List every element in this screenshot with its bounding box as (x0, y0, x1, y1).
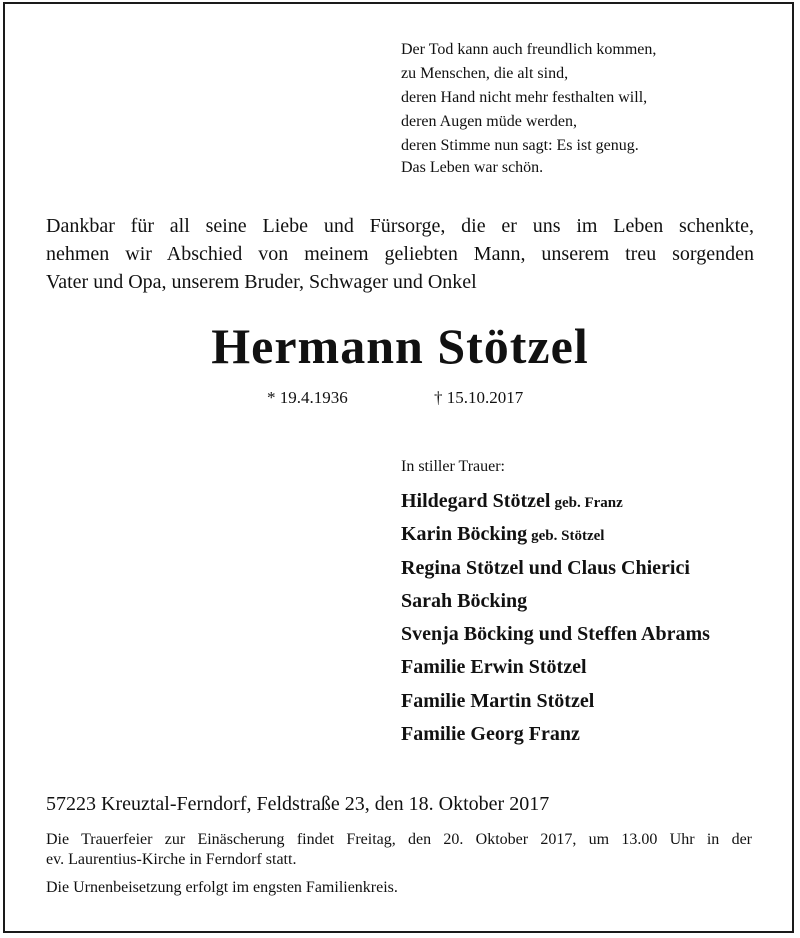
mourner-entry (401, 652, 710, 685)
mourner-list (401, 486, 710, 752)
mourner-name: Svenja Böcking und Steffen Abrams (401, 623, 710, 646)
notice-line: ev. Laurentius-Kirche in Ferndorf statt. (46, 851, 297, 868)
poem-closing: Das Leben war schön. (401, 159, 544, 176)
mourner-name: Sarah Böcking (401, 589, 528, 612)
mourner-entry (401, 553, 710, 586)
urn-notice: Die Urnenbeisetzung erfolgt im engsten Familienkreis. (46, 879, 398, 896)
poem-line: deren Hand nicht mehr festhalten will, (401, 89, 648, 106)
address-date-line: 57223 Kreuztal-Ferndorf, Feldstraße 23, den 18. Oktober 2017 (46, 793, 550, 815)
birth-date: * 19.4.1936 (267, 388, 348, 407)
notice-line: Die Trauerfeier zur Einäscherung findet Freitag, den 20. Oktober 2017, um 13.00 Uhr in der (46, 831, 752, 848)
death-date: † 15.10.2017 (434, 388, 524, 407)
mourner-name: Hildegard Stötzel (401, 490, 551, 512)
mourner-entry (401, 719, 710, 752)
mourner-name: Regina Stötzel und Claus Chierici (401, 556, 690, 579)
poem-line: deren Augen müde werden, (401, 113, 577, 130)
mourner-name: Karin Böcking (401, 523, 528, 546)
poem-line: Der Tod kann auch freundlich kommen, (401, 41, 657, 58)
mourner-suffix: geb. Stötzel (531, 528, 605, 545)
mourner-suffix: geb. Franz (554, 495, 623, 511)
poem-line: deren Stimme nun sagt: Es ist genug. (401, 137, 639, 154)
mourner-entry (401, 486, 710, 519)
mourning-label: In stiller Trauer: (401, 458, 505, 475)
intro-text (46, 212, 754, 296)
mourner-entry (401, 686, 710, 719)
mourner-entry (401, 586, 710, 619)
mourner-name: Familie Martin Stötzel (401, 689, 595, 712)
deceased-name: Hermann Stötzel (211, 318, 589, 374)
poem-line: zu Menschen, die alt sind, (401, 65, 569, 82)
mourner-entry (401, 519, 710, 552)
mourner-entry (401, 619, 710, 652)
intro-line: Vater und Opa, unserem Bruder, Schwager und Onkel (46, 271, 477, 293)
poem (401, 38, 761, 158)
funeral-notice (46, 830, 752, 870)
intro-line: nehmen wir Abschied von meinem geliebten Mann, unserem treu sorgenden (46, 243, 754, 265)
mourner-name: Familie Erwin Stötzel (401, 656, 587, 679)
intro-line: Dankbar für all seine Liebe und Fürsorge, die er uns im Leben schenkte, (46, 215, 754, 237)
mourner-name: Familie Georg Franz (401, 723, 580, 746)
